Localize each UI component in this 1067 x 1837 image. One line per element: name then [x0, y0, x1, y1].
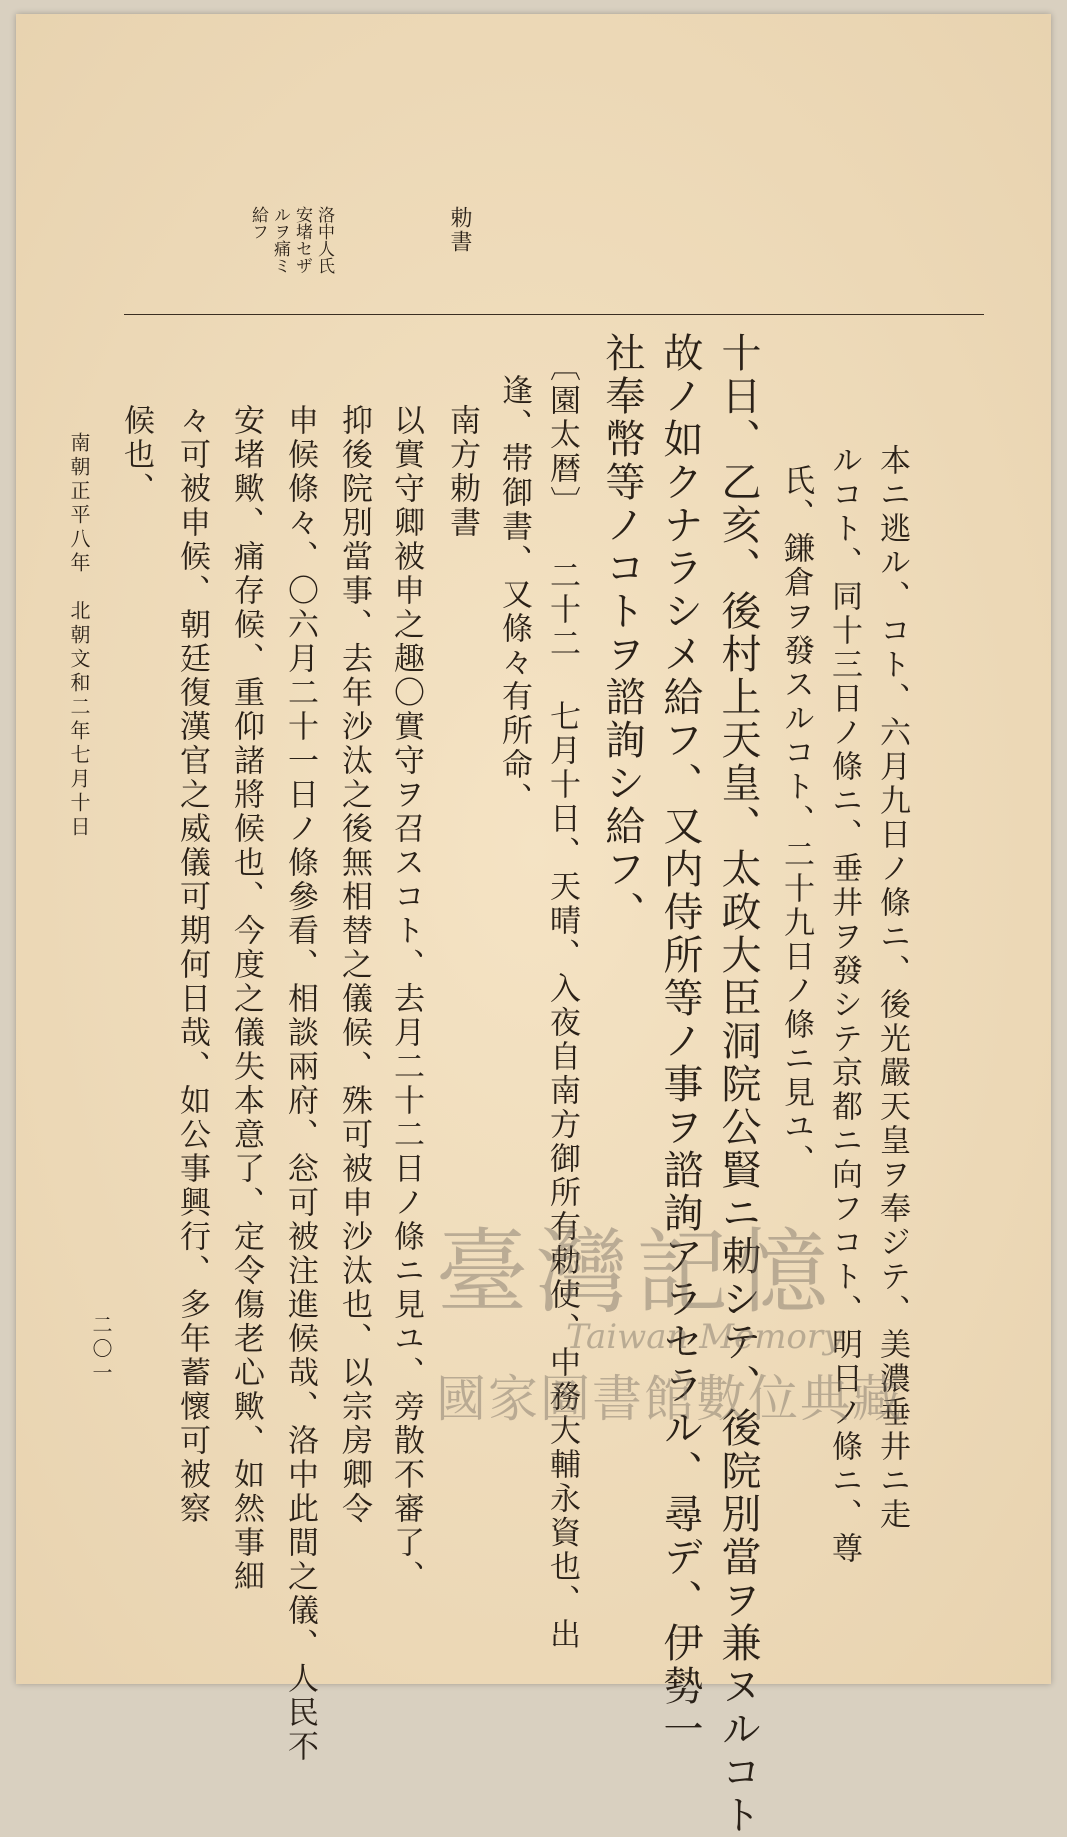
- text-column: 逢、帯御書、又條々有所命、: [496, 374, 532, 816]
- text-column: 〔園太暦〕 二十二 七月十日、天晴、入夜自南方御所有勅使、中務大輔永資也、出: [544, 350, 580, 1652]
- date-side-note: 南朝正平八年 北朝文和二年七月十日: [67, 432, 91, 840]
- margin-note-line: 洛中人氏: [314, 206, 334, 274]
- section-label: 勅書: [447, 206, 472, 254]
- text-column: 本ニ逃ル、コト、六月九日ノ條ニ、後光嚴天皇ヲ奉ジテ、美濃垂井ニ走: [874, 444, 910, 1532]
- watermark-english: Taiwan Memory: [566, 1317, 843, 1357]
- text-column: 候也、: [118, 404, 154, 506]
- watermark: [436, 1199, 956, 1428]
- text-column: 申候條々、〇六月二十一日ノ條參看、相談兩府、忩可被注進候哉、洛中此間之儀、人民不: [282, 404, 318, 1764]
- header-rule: [124, 314, 984, 315]
- text-column: 氏、鎌倉ヲ發スルコト、二十九日ノ條ニ見ユ、: [778, 464, 814, 1178]
- margin-note-line: ルヲ痛ミ: [270, 206, 290, 274]
- watermark-logo: 臺灣記憶: [436, 1219, 837, 1326]
- margin-note-line: 安堵セザ: [292, 206, 312, 274]
- text-column: 故ノ如クナラシメ給フ、又内侍所等ノ事ヲ諮詢アラセラル、尋デ、伊勢一: [657, 332, 703, 1751]
- text-column: 安堵歟、痛存候、重仰諸將候也、今度之儀失本意了、定令傷老心歟、如然事細: [228, 404, 264, 1594]
- page-number: 二〇一: [89, 1314, 113, 1386]
- text-column: 社奉幣等ノコトヲ諮詢シ給フ、: [599, 332, 645, 934]
- text-column: 南方勅書: [444, 404, 480, 540]
- text-column: 々可被申候、朝廷復漢官之威儀可期何日哉、如公事興行、多年蓄懷可被察: [174, 404, 210, 1526]
- text-column: 抑後院別當事、去年沙汰之後無相替之儀候、殊可被申沙汰也、以宗房卿令: [336, 404, 372, 1526]
- text-column: 十日、乙亥、後村上天皇、太政大臣洞院公賢ニ勅シテ、後院別當ヲ兼ヌルコト: [715, 332, 761, 1837]
- watermark-subtitle: 國家圖書館數位典藏: [436, 1370, 904, 1428]
- text-column: 以實守卿被申之趣〇實守ヲ召スコト、去月二十二日ノ條ニ見ユ、旁散不審了、: [388, 404, 424, 1594]
- text-column: ルコト、同十三日ノ條ニ、垂井ヲ發シテ京都ニ向フコト、明日ノ條ニ、尊: [826, 444, 862, 1566]
- margin-note-line: 給フ: [248, 206, 268, 240]
- document-page: [16, 14, 1051, 1837]
